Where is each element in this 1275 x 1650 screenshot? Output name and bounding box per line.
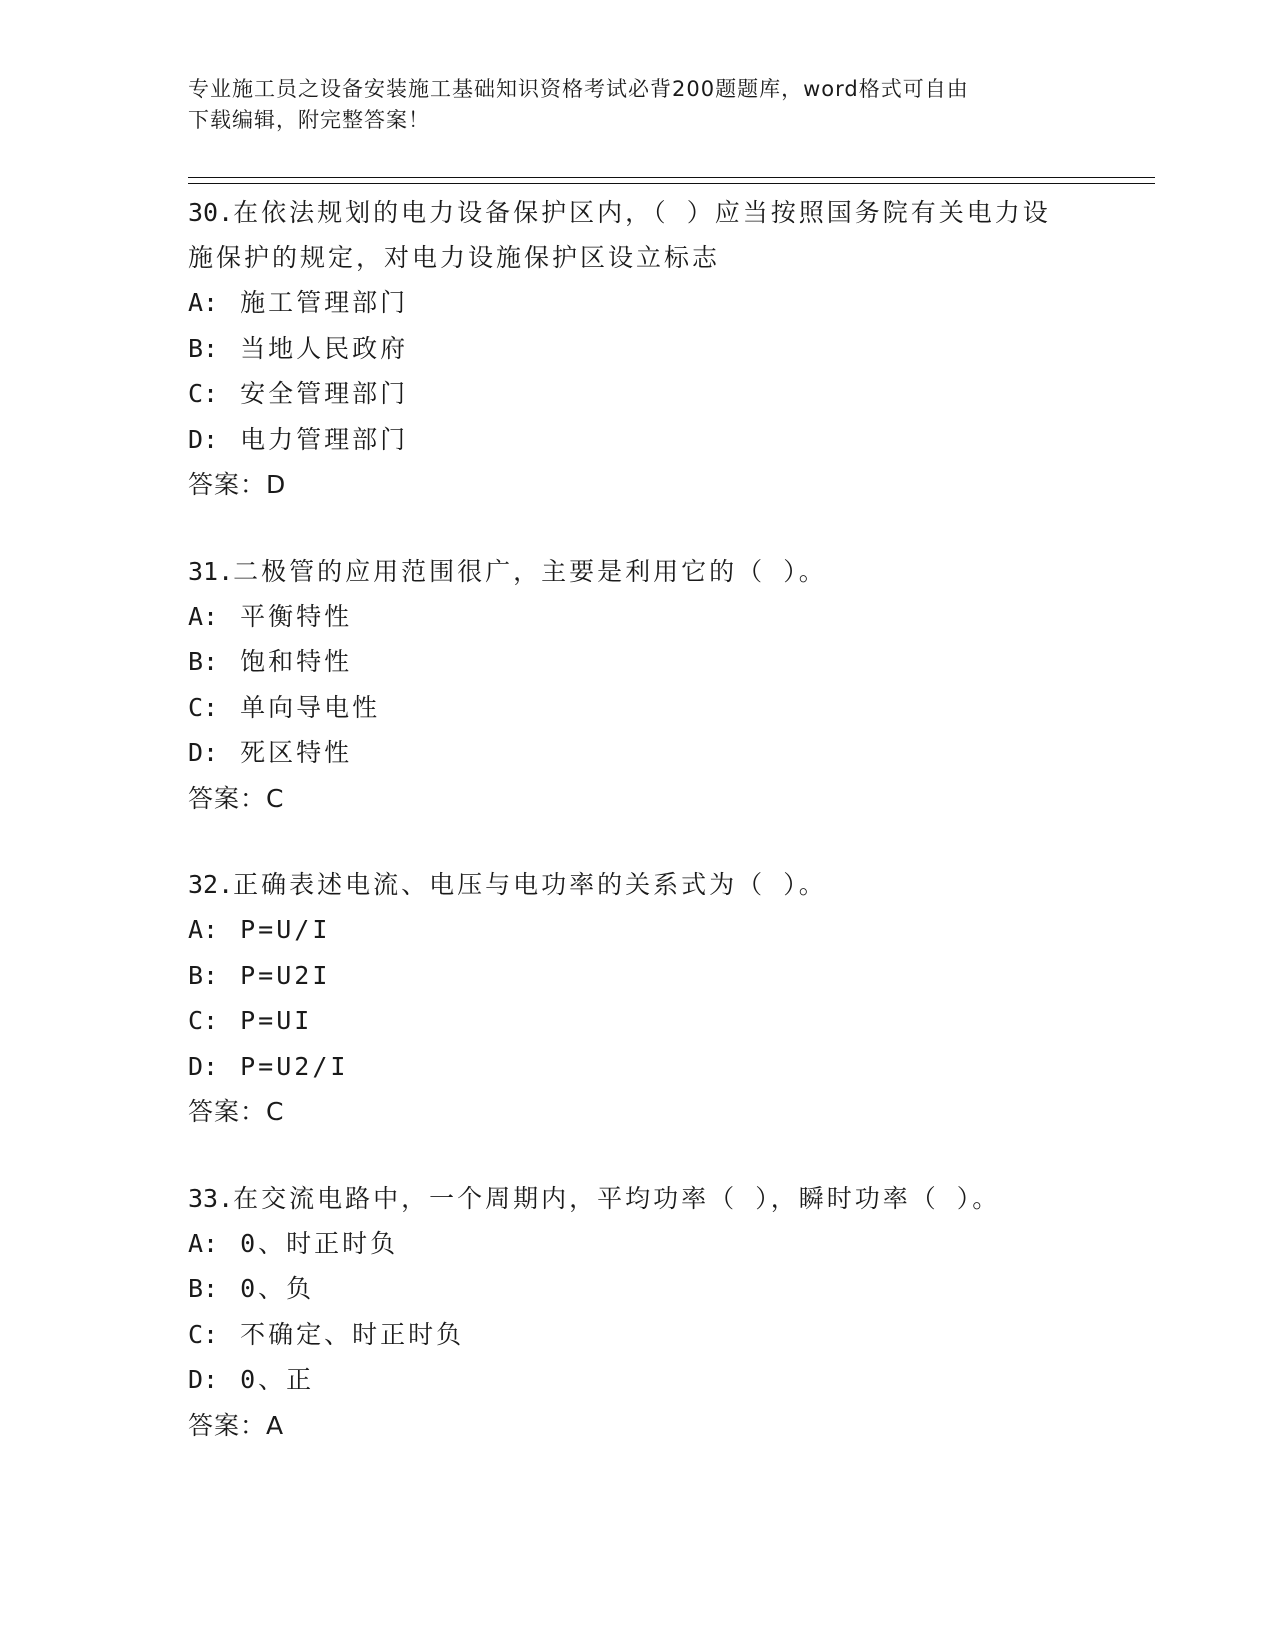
question-stem — [188, 549, 1068, 594]
header-divider-top — [188, 177, 1155, 178]
option-text: 0、负 — [240, 1274, 315, 1303]
question-30 — [188, 190, 1088, 508]
question-stem — [188, 862, 1068, 907]
option-letter: C: — [188, 1319, 219, 1349]
answer-label: 答案： — [188, 1410, 267, 1440]
question-number: 31. — [188, 556, 234, 586]
option-letter: C: — [188, 692, 219, 722]
option-text: 死区特性 — [240, 738, 353, 767]
option-c — [188, 371, 1088, 417]
option-letter: B: — [188, 647, 219, 676]
question-stem — [188, 190, 1068, 280]
question-list — [188, 190, 1088, 1489]
option-letter: C: — [188, 1006, 219, 1035]
option-a — [188, 1221, 1088, 1267]
option-text: 0、时正时负 — [240, 1228, 399, 1258]
answer-value: C — [266, 1097, 285, 1126]
question-33 — [188, 1176, 1088, 1449]
answer-value: A — [266, 1410, 285, 1440]
option-letter: B: — [188, 333, 219, 363]
option-c — [188, 998, 1088, 1044]
option-text: P=UI — [240, 1006, 313, 1035]
option-b — [188, 639, 1088, 685]
header-line-2: 下载编辑，附完整答案！ — [188, 108, 430, 132]
option-b — [188, 953, 1088, 999]
header-divider-bottom — [188, 183, 1155, 184]
answer-line — [188, 776, 1088, 822]
question-32 — [188, 862, 1088, 1135]
answer-label: 答案： — [188, 470, 267, 499]
option-letter: A: — [188, 601, 219, 631]
question-text: 在交流电路中，一个周期内，平均功率（ ），瞬时功率（ ）。 — [233, 1183, 1001, 1213]
option-b — [188, 326, 1088, 372]
option-text: P=U2I — [240, 960, 331, 990]
option-letter: C: — [188, 379, 219, 408]
document-header — [188, 74, 1068, 136]
option-d — [188, 417, 1088, 463]
option-text: 单向导电性 — [240, 692, 381, 722]
option-text: 当地人民政府 — [240, 333, 409, 363]
question-text: 正确表述电流、电压与电功率的关系式为（ ）。 — [233, 870, 827, 899]
answer-value: C — [266, 783, 285, 813]
option-text: 施工管理部门 — [240, 288, 409, 317]
header-line-1: 专业施工员之设备安装施工基础知识资格考试必背200题题库，word格式可自由 — [188, 77, 969, 101]
option-text: 平衡特性 — [240, 601, 353, 631]
option-d — [188, 1044, 1088, 1090]
option-text: 电力管理部门 — [240, 424, 409, 454]
option-letter: A: — [188, 1228, 219, 1258]
option-letter: D: — [188, 738, 219, 767]
option-a — [188, 907, 1088, 953]
option-letter: D: — [188, 424, 219, 454]
question-number: 30. — [188, 198, 234, 227]
answer-line — [188, 462, 1088, 508]
option-d — [188, 730, 1088, 776]
answer-value: D — [266, 470, 287, 499]
answer-line — [188, 1403, 1088, 1449]
option-text: 0、正 — [240, 1365, 315, 1394]
option-c — [188, 685, 1088, 731]
option-text: P=U2/I — [240, 1051, 349, 1081]
answer-label: 答案： — [188, 783, 267, 813]
option-letter: D: — [188, 1051, 219, 1081]
question-stem — [188, 1176, 1068, 1221]
option-d — [188, 1357, 1088, 1403]
question-number: 32. — [188, 870, 234, 899]
option-letter: A: — [188, 915, 219, 944]
option-c — [188, 1312, 1088, 1358]
option-letter: B: — [188, 960, 219, 990]
option-b — [188, 1266, 1088, 1312]
question-text: 二极管的应用范围很广，主要是利用它的（ ）。 — [233, 556, 827, 586]
option-letter: D: — [188, 1365, 219, 1394]
option-letter: B: — [188, 1274, 219, 1303]
answer-label: 答案： — [188, 1097, 267, 1126]
option-text: P=U/I — [240, 915, 331, 944]
option-a — [188, 280, 1088, 326]
question-31 — [188, 549, 1088, 822]
option-letter: A: — [188, 288, 219, 317]
option-text: 安全管理部门 — [240, 379, 409, 408]
question-number: 33. — [188, 1183, 234, 1213]
option-text: 不确定、时正时负 — [240, 1319, 465, 1349]
question-text: 在依法规划的电力设备保护区内，（ ）应当按照国务院有关电力设施保护的规定，对电力设施保护区设立标志 — [188, 198, 1051, 272]
answer-line — [188, 1089, 1088, 1135]
option-text: 饱和特性 — [240, 647, 353, 676]
option-a — [188, 594, 1088, 640]
